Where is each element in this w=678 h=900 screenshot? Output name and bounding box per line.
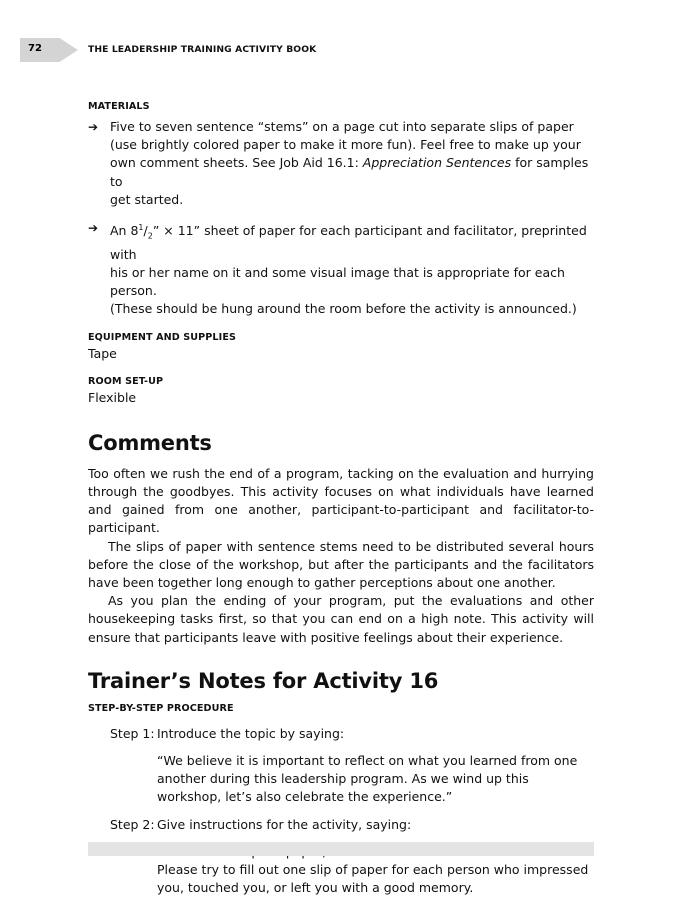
step-1-text: Introduce the topic by saying: — [157, 725, 345, 741]
step-2-label: Step 2: — [110, 816, 155, 832]
footer-bar — [88, 842, 594, 856]
step-2 — [88, 816, 594, 834]
comments-title: Comments — [88, 430, 212, 455]
step-2-text: Give instructions for the activity, saying: — [157, 816, 412, 832]
step-1 — [88, 725, 594, 743]
trainers-notes-title: Trainer’s Notes for Activity 16 — [88, 668, 439, 693]
page-header — [0, 38, 678, 62]
materials-bullet-2: ➔ An $8^1/_2$” × 11” sheet of paper for each participant and facilitator, preprinted with his or her name on it and some visual image that is appropriate for each person. (These should be hung around the room before the activity is announced.) — [88, 221, 587, 317]
book-title: THE LEADERSHIP TRAINING ACTIVITY BOOK — [88, 44, 317, 55]
room-setup-value: Flexible — [88, 389, 137, 405]
arrow-bullet-icon: ➔ — [88, 221, 99, 236]
equipment-value: Tape — [88, 345, 117, 361]
comments-paragraph-3: As you plan the ending of your program, put the evaluations and other housekeeping tasks first, so that you can end on a high note. This activity will ensure that participants leave with positive feelings about their experience. — [88, 593, 594, 645]
materials-bullet-1: ➔ Five to seven sentence “stems” on a page cut into separate slips of paper (use brightly colored paper to make it more fun). Feel free to make up your own comment sheets. See Job Aid 16.1: Appreciation Sentences for samples to get started. — [88, 119, 589, 207]
arrow-bullet-icon: ➔ — [88, 120, 99, 134]
page-number: 72 — [28, 43, 42, 54]
step-2-quote: Please try to fill out one slip of paper for each person who impressed you, touched you, or left you with a good memory. — [157, 861, 589, 896]
comments-paragraph-2: The slips of paper with sentence stems need to be distributed several hours before the close of the workshop, but after the participants and the facilitators have been together long enough to gather perceptions about one another. — [88, 538, 594, 590]
equipment-heading: EQUIPMENT AND SUPPLIES — [88, 331, 236, 343]
step-1-label: Step 1: — [110, 725, 155, 741]
page-content — [88, 100, 594, 897]
room-setup-heading: ROOM SET-UP — [88, 375, 164, 387]
materials-heading: MATERIALS — [88, 101, 150, 112]
procedure-heading: STEP-BY-STEP PROCEDURE — [88, 702, 234, 714]
comments-paragraph-1: Too often we rush the end of a program, tacking on the evaluation and hurrying through the goodbyes. This activity focuses on what individuals have learned and gained from one another, participant-to-participant and facilitator-to-participant. — [88, 465, 594, 536]
step-1-quote: “We believe it is important to reflect on what you learned from one another during this leadership program. As we wind up this workshop, let’s also celebrate the experience.” — [157, 752, 578, 805]
